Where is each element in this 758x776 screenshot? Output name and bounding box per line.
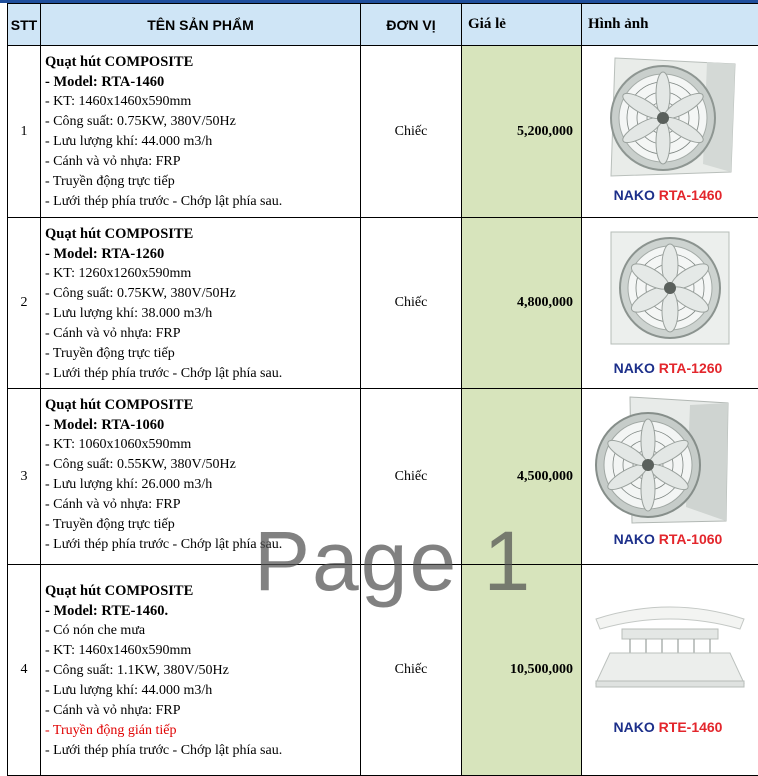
image-cell — [582, 389, 758, 565]
header-product-name: TÊN SẢN PHẨM — [41, 4, 361, 46]
price-table — [7, 3, 758, 776]
caption-brand: NAKO — [613, 187, 655, 203]
spec-line: - Truyền động trực tiếp — [45, 517, 175, 532]
spec-line: - Công suất: 1.1KW, 380V/50Hz — [45, 663, 229, 678]
product-model: - Model: RTA-1260 — [45, 246, 165, 262]
fan-rta-1060-image — [590, 395, 740, 530]
image-cell — [582, 565, 758, 776]
product-description — [41, 46, 361, 218]
spec-line: - Truyền động trực tiếp — [45, 346, 175, 361]
caption-model-code: RTA-1260 — [658, 360, 723, 376]
spec-line: - Cánh và vỏ nhựa: FRP — [45, 497, 181, 512]
header-unit: ĐƠN VỊ — [361, 4, 462, 46]
header-row — [8, 4, 758, 46]
price-cell: 4,800,000 — [462, 218, 582, 389]
spec-line: - Lưới thép phía trước - Chớp lật phía sau. — [45, 366, 283, 381]
fan-rte-1460-image — [590, 595, 750, 690]
caption-brand: NAKO — [613, 360, 655, 376]
product-model: - Model: RTA-1060 — [45, 417, 165, 433]
header-retail-price: Giá lẻ — [462, 4, 582, 46]
caption-model-code: RTE-1460 — [658, 719, 723, 735]
row-number: 4 — [8, 565, 41, 776]
spec-line: - KT: 1260x1260x590mm — [45, 266, 192, 281]
image-cell — [582, 46, 758, 218]
spec-line: - Lưu lượng khí: 44.000 m3/h — [45, 683, 213, 698]
table-row — [8, 565, 758, 776]
caption-brand: NAKO — [613, 531, 655, 547]
spec-line: - Cánh và vỏ nhựa: FRP — [45, 154, 181, 169]
spec-line: - Công suất: 0.55KW, 380V/50Hz — [45, 457, 236, 472]
product-description — [41, 565, 361, 776]
spec-line: - Lưu lượng khí: 38.000 m3/h — [45, 306, 213, 321]
price-cell: 5,200,000 — [462, 46, 582, 218]
row-number: 2 — [8, 218, 41, 389]
unit-cell: Chiếc — [361, 565, 462, 776]
table-row — [8, 389, 758, 565]
spec-line: - Truyền động trực tiếp — [45, 174, 175, 189]
unit-cell: Chiếc — [361, 218, 462, 389]
header-image: Hình ảnh — [582, 4, 758, 46]
spec-line: - Lưới thép phía trước - Chớp lật phía sau. — [45, 743, 283, 758]
spec-line: - Lưu lượng khí: 44.000 m3/h — [45, 134, 213, 149]
product-description — [41, 218, 361, 389]
spec-line: - Lưu lượng khí: 26.000 m3/h — [45, 477, 213, 492]
spec-line: - KT: 1460x1460x590mm — [45, 94, 192, 109]
unit-cell: Chiếc — [361, 389, 462, 565]
header-stt: STT — [8, 4, 41, 46]
table-row — [8, 46, 758, 218]
product-description — [41, 389, 361, 565]
caption-model-code: RTA-1460 — [658, 187, 723, 203]
price-cell: 10,500,000 — [462, 565, 582, 776]
spec-line: - KT: 1060x1060x590mm — [45, 437, 192, 452]
row-number: 1 — [8, 46, 41, 218]
caption-model-code: RTA-1060 — [658, 531, 723, 547]
spec-line-highlighted: - Truyền động gián tiếp — [45, 723, 177, 738]
product-title: Quạt hút COMPOSITE — [45, 54, 194, 70]
page-watermark: Page 1 — [254, 514, 533, 608]
spec-line: - Lưới thép phía trước - Chớp lật phía sau. — [45, 537, 283, 552]
unit-cell: Chiếc — [361, 46, 462, 218]
product-caption — [582, 531, 754, 547]
product-caption — [582, 360, 754, 376]
table-row — [8, 218, 758, 389]
product-model: - Model: RTE-1460. — [45, 603, 169, 619]
product-model: - Model: RTA-1460 — [45, 74, 165, 90]
fan-rta-1460-image — [597, 54, 737, 179]
product-title: Quạt hút COMPOSITE — [45, 226, 194, 242]
product-caption — [582, 719, 754, 735]
image-cell — [582, 218, 758, 389]
row-number: 3 — [8, 389, 41, 565]
spec-line: - KT: 1460x1460x590mm — [45, 643, 192, 658]
fan-rta-1260-image — [597, 230, 737, 355]
spec-line: - Có nón che mưa — [45, 623, 146, 638]
product-title: Quạt hút COMPOSITE — [45, 397, 194, 413]
spec-line: - Công suất: 0.75KW, 380V/50Hz — [45, 114, 236, 129]
product-caption — [582, 187, 754, 203]
spec-line: - Cánh và vỏ nhựa: FRP — [45, 703, 181, 718]
spec-line: - Cánh và vỏ nhựa: FRP — [45, 326, 181, 341]
spec-line: - Công suất: 0.75KW, 380V/50Hz — [45, 286, 236, 301]
product-title: Quạt hút COMPOSITE — [45, 583, 194, 599]
price-cell: 4,500,000 — [462, 389, 582, 565]
spec-line: - Lưới thép phía trước - Chớp lật phía sau. — [45, 194, 283, 209]
caption-brand: NAKO — [613, 719, 655, 735]
